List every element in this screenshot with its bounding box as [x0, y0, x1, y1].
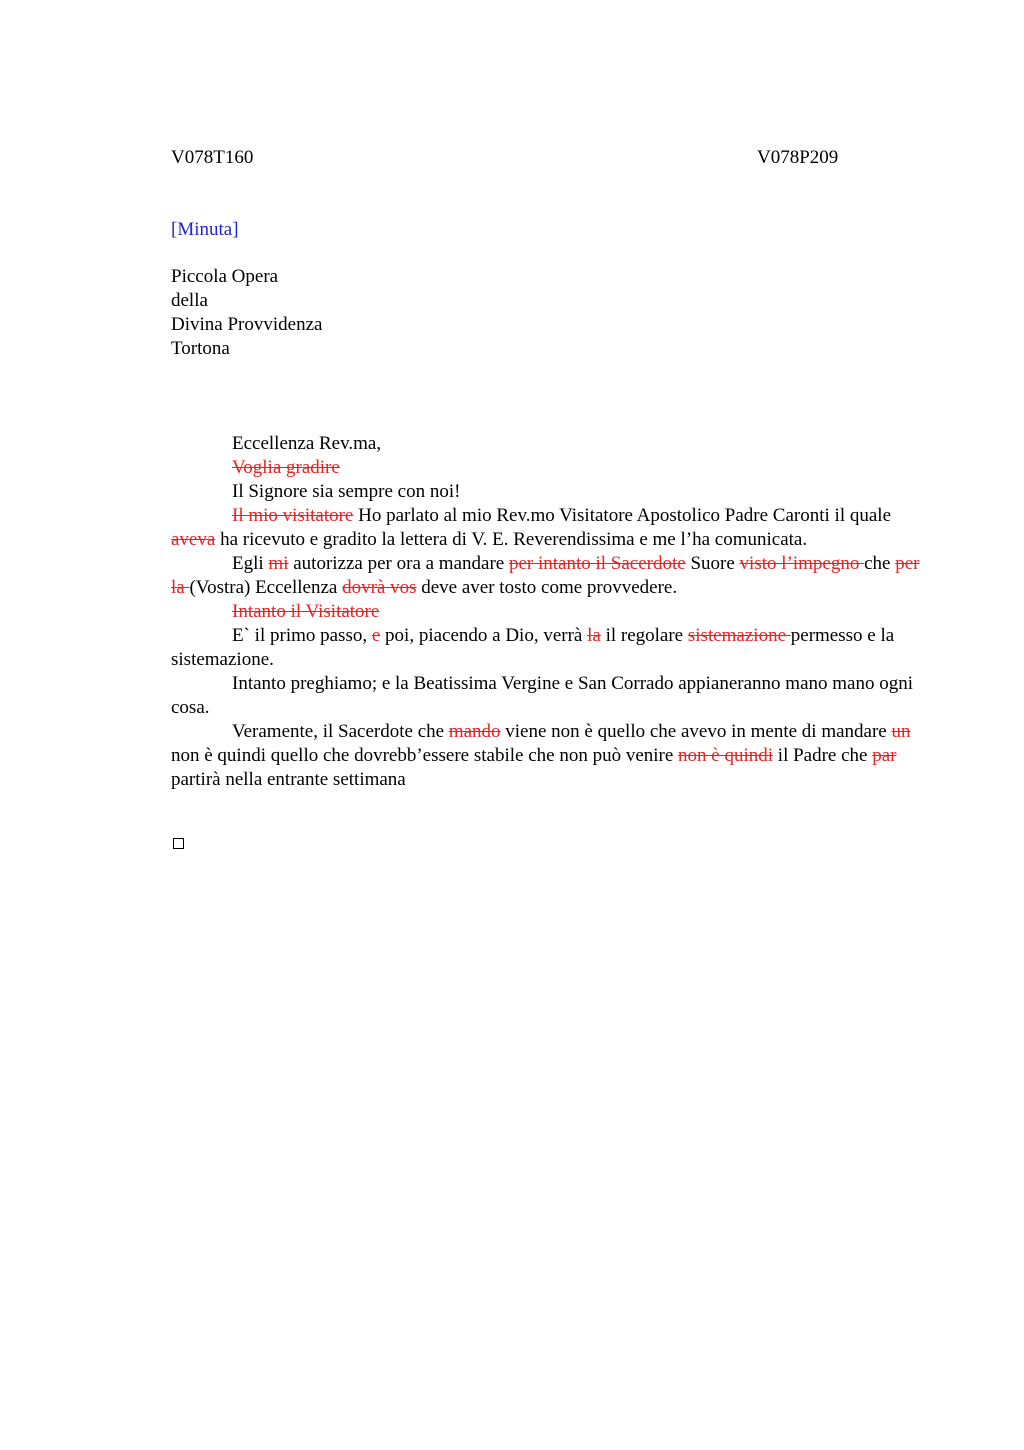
letterhead-line: Piccola Opera [171, 266, 279, 287]
deleted-text: dovrà vos [342, 577, 417, 598]
text-segment: Ho parlato al mio Rev.mo Visitatore Apostolico Padre Caronti il quale [353, 505, 891, 526]
text-segment: viene non è quello che avevo in mente di mandare [500, 721, 892, 742]
text-segment: ha ricevuto e gradito la lettera di V. E. Reverendissima e me l’ha comunicata. [215, 529, 808, 550]
right-reference-code: V078P209 [757, 147, 839, 168]
text-segment: Suore [685, 553, 740, 574]
text-segment: poi, piacendo a Dio, verrà [380, 625, 588, 646]
deleted-text: mi [268, 553, 289, 574]
deleted-text: aveva [171, 529, 216, 550]
left-reference-code: V078T160 [171, 147, 254, 168]
text-segment: permesso e la sistemazione. [171, 625, 895, 670]
deleted-text: e [371, 625, 381, 646]
letterhead-line: Divina Provvidenza [171, 314, 323, 335]
deleted-text: Voglia gradire [232, 457, 340, 478]
deleted-text: un [891, 721, 911, 742]
paragraph [171, 552, 921, 600]
text-segment: partirà nella entrante settimana [171, 769, 406, 790]
checkbox-square-icon [173, 838, 184, 849]
deleted-text: non è quindi [678, 745, 774, 766]
paragraph [171, 504, 921, 552]
text-segment: autorizza per ora a mandare [288, 553, 509, 574]
paragraph [171, 624, 921, 672]
text-segment: Il Signore sia sempre con noi! [232, 481, 461, 502]
text-segment: che [864, 553, 896, 574]
salutation: Eccellenza Rev.ma, [232, 433, 382, 454]
text-segment: non è quindi quello che dovrebb’essere stabile che non può venire [171, 745, 679, 766]
deleted-text: Il mio visitatore [232, 505, 354, 526]
text-segment: il Padre che [773, 745, 873, 766]
letterhead-line: della [171, 290, 208, 311]
paragraph [171, 480, 921, 504]
deleted-text: par [872, 745, 897, 766]
deleted-text: la [587, 625, 601, 646]
text-segment: deve aver tosto come provvedere. [416, 577, 678, 598]
text-segment: il regolare [600, 625, 688, 646]
text-segment: Egli [232, 553, 269, 574]
deleted-text: visto l’impegno [739, 553, 865, 574]
paragraph [171, 672, 921, 720]
letterhead-line: Tortona [171, 338, 230, 359]
text-segment: (Vostra) Eccellenza [189, 577, 343, 598]
text-segment: Intanto preghiamo; e la Beatissima Vergine e San Corrado appianeranno mano mano ogni cosa. [171, 673, 914, 718]
deleted-text: per intanto il Sacerdote [508, 553, 686, 574]
paragraph [171, 600, 921, 624]
letterhead [171, 265, 322, 361]
deleted-text: Intanto il Visitatore [232, 601, 380, 622]
deleted-text: mando [448, 721, 501, 742]
text-segment: Veramente, il Sacerdote che [232, 721, 449, 742]
deleted-text: sistemazione [687, 625, 791, 646]
paragraph [171, 456, 921, 480]
text-segment: E` il primo passo, [232, 625, 372, 646]
deleted-text: per la [171, 553, 920, 598]
letter-body [171, 432, 921, 792]
paragraphs [171, 456, 921, 792]
paragraph [171, 720, 921, 792]
minuta-label: [Minuta] [171, 219, 239, 240]
